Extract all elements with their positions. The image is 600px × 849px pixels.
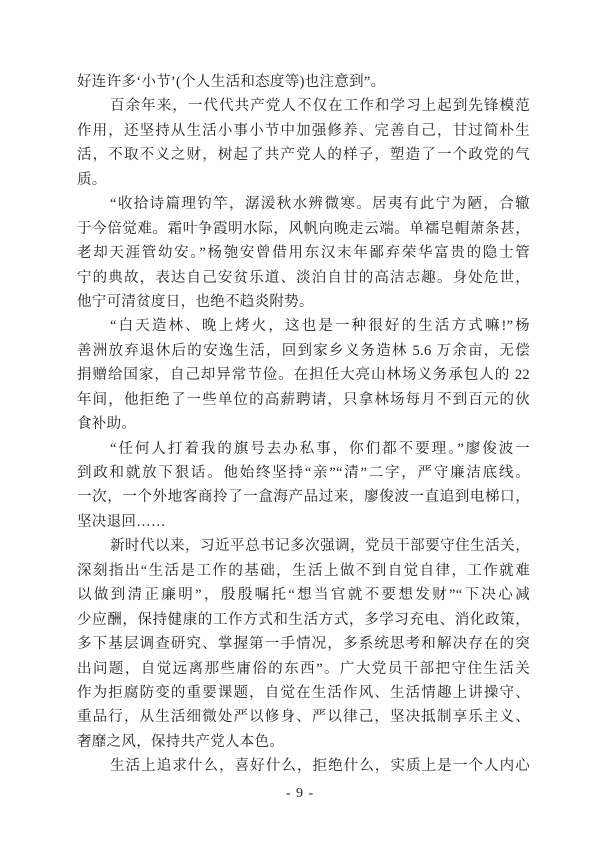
text-line: 重品行，从生活细微处严以修身、严以律己，坚决抵制享乐主义、 [77, 709, 530, 726]
text-line: 坚决退回…… [77, 513, 166, 530]
text-line: 新时代以来，习近平总书记多次强调，党员干部要守住生活关， [110, 538, 530, 555]
text-line: 好连许多‘小节’(个人生活和态度等)也注意到”。 [77, 74, 386, 90]
text-line: 深刻指出“生活是工作的基础，生活上做不到自觉自律，工作就难 [77, 562, 530, 579]
text-line: 老却天涯管幼安。”杨匏安曾借用东汉末年鄙弃荣华富贵的隐士管 [77, 245, 530, 262]
text-line: 出问题，自觉远离那些庸俗的东西”。广大党员干部把守住生活关 [77, 660, 530, 677]
text-line: “白天造林、晚上烤火，这也是一种很好的生活方式嘛!”杨 [110, 318, 530, 335]
text-line: 少应酬，保持健康的工作方式和生活方式，多学习充电、消化政策， [77, 611, 530, 628]
text-line: “收拾诗篇理钓竿，潺湲秋水辨微寒。居夷有此宁为陋，合辙 [110, 196, 530, 213]
text-line: 善洲放弃退休后的安逸生活，回到家乡义务造林 5.6 万余亩，无偿 [77, 342, 530, 359]
document-text-block [77, 70, 530, 779]
page-number: - 9 - [285, 786, 315, 801]
text-line: 宁的典故，表达自己安贫乐道、淡泊自甘的高洁志趣。身处危世， [77, 269, 530, 286]
text-line: 以做到清正廉明”，殷殷嘱托“想当官就不要想发财”“下决心减 [77, 587, 530, 604]
text-line: 捐赠给国家，自己却异常节俭。在担任大亮山林场义务承包人的 22 [77, 367, 530, 384]
text-line: 质。 [77, 171, 107, 188]
text-line: 他宁可清贫度日，也绝不趋炎附势。 [77, 293, 314, 310]
text-line: 作用，还坚持从生活小事小节中加强修养、完善自己，甘过简朴生 [77, 122, 530, 139]
text-line: 活，不取不义之财，树起了共产党人的样子，塑造了一个政党的气 [77, 147, 530, 164]
text-line: “任何人打着我的旗号去办私事，你们都不要理。”廖俊波一 [110, 440, 530, 457]
text-line: 一次，一个外地客商拎了一盒海产品过来，廖俊波一直追到电梯口， [77, 489, 530, 506]
text-line: 百余年来，一代代共产党人不仅在工作和学习上起到先锋模范 [110, 98, 530, 115]
text-line: 奢靡之风，保持共产党人本色。 [77, 733, 285, 750]
text-line: 年间，他拒绝了一些单位的高薪聘请，只拿林场每月不到百元的伙 [77, 391, 530, 408]
text-line: 作为拒腐防变的重要课题，自觉在生活作风、生活情趣上讲操守、 [77, 684, 530, 701]
text-line: 到政和就放下狠话。他始终坚持“亲”“清”二字，严守廉洁底线。 [77, 465, 530, 481]
text-line: 食补助。 [77, 416, 137, 433]
text-line: 多下基层调查研究、掌握第一手情况，多系统思考和解决存在的突 [77, 636, 530, 653]
text-line: 于今倍觉难。霜叶争霞明水际，风帆向晚走云端。单襦皂帽萧条甚， [77, 220, 530, 237]
text-line: 生活上追求什么，喜好什么，拒绝什么，实质上是一个人内心 [110, 758, 530, 775]
